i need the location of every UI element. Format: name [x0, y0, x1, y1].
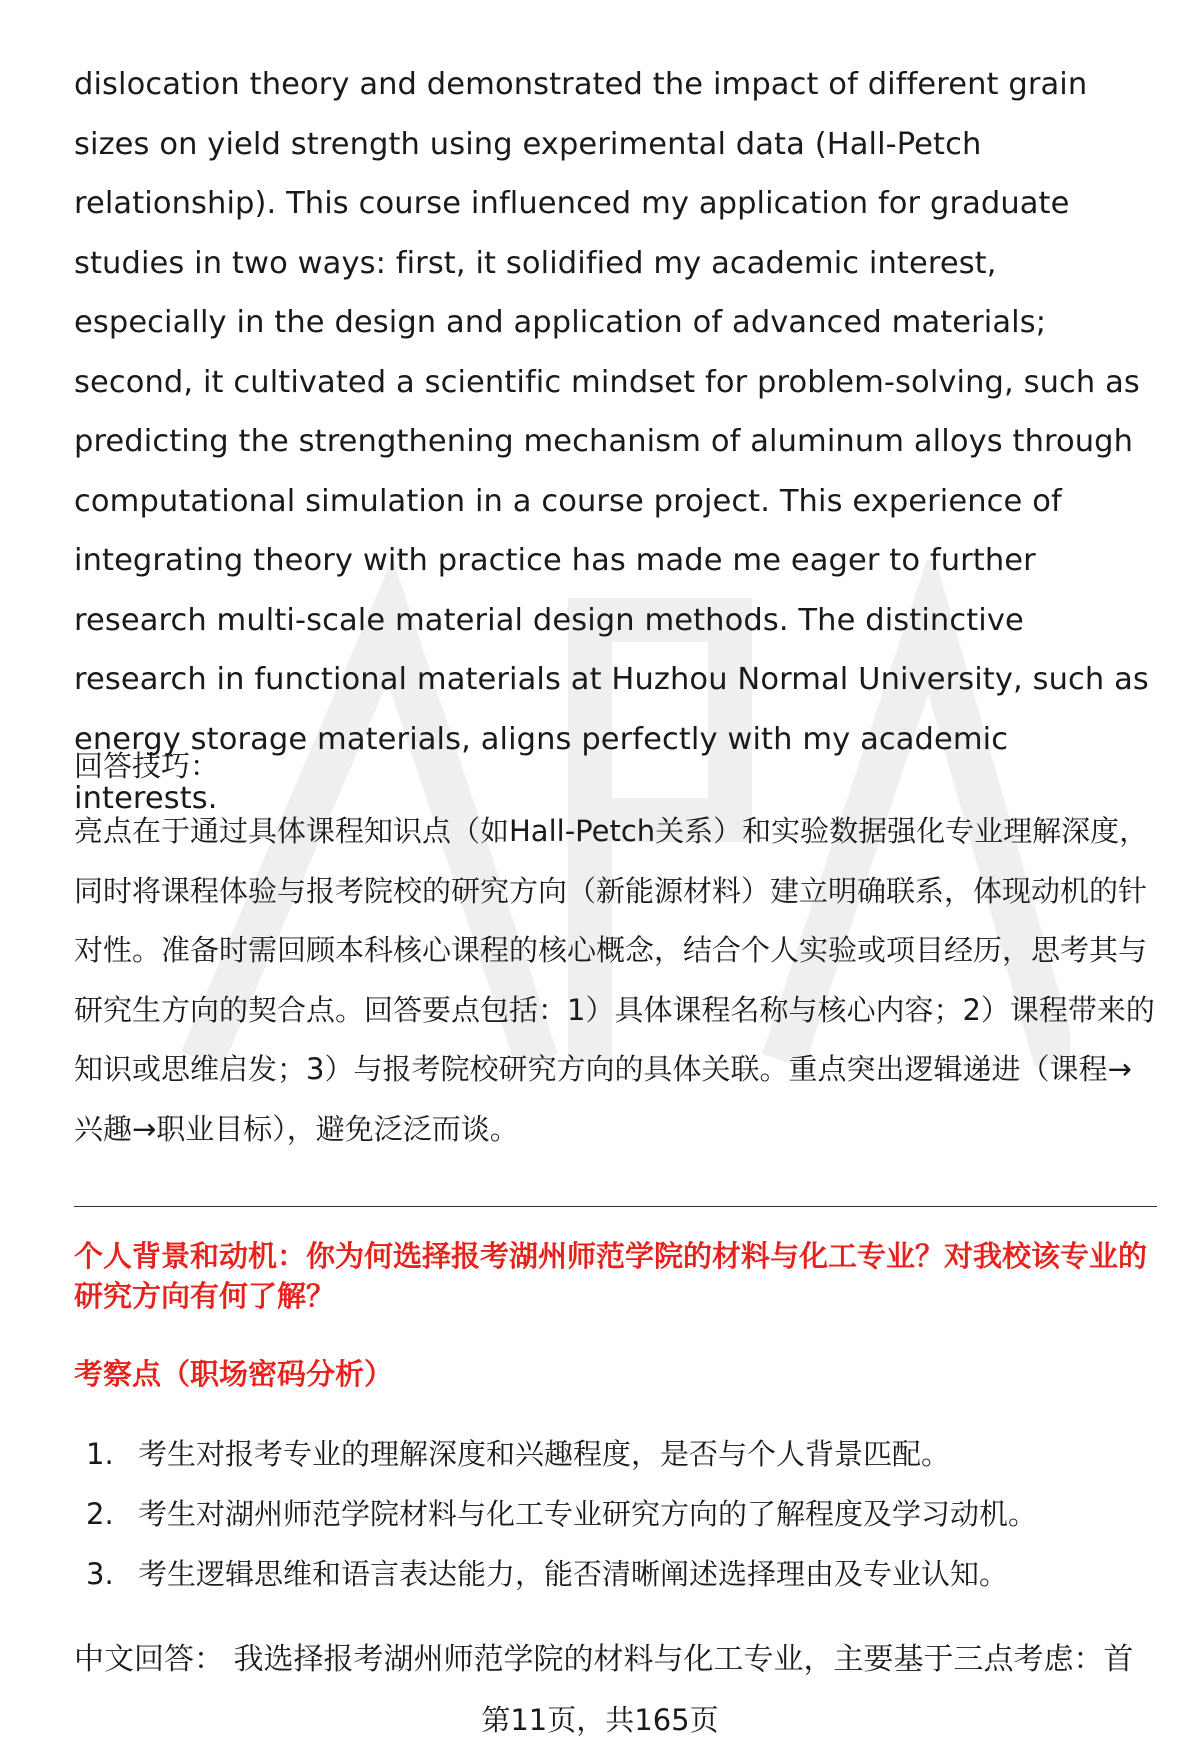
- list-item-text: 考生对湖州师范学院材料与化工专业研究方向的了解程度及学习动机。: [138, 1497, 1038, 1531]
- tips-title: 回答技巧：: [74, 749, 220, 783]
- list-item-number: 3.: [86, 1557, 114, 1591]
- list-item-number: 2.: [86, 1497, 114, 1531]
- list-item: [74, 1424, 1159, 1484]
- tips-body: 亮点在于通过具体课程知识点（如Hall-Petch关系）和实验数据强化专业理解深度，同时将课程体验与报考院校的研究方向（新能源材料）建立明确联系，体现动机的针对性。准备时需回顾本科核心课程的核心概念，结合个人实验或项目经历，思考其与研究生方向的契合点。回答要点包括：1）具体课程名称与核心内容；2）课程带来的知识或思维启发；3）与报考院校研究方向的具体关联。重点突出逻辑递进（课程→兴趣→职业目标），避免泛泛而谈。: [74, 814, 1155, 1146]
- list-item-number: 1.: [86, 1437, 114, 1471]
- list-item-text: 考生对报考专业的理解深度和兴趣程度，是否与个人背景匹配。: [138, 1437, 951, 1471]
- list-item-text: 考生逻辑思维和语言表达能力，能否清晰阐述选择理由及专业认知。: [138, 1557, 1009, 1591]
- question-heading: 个人背景和动机：你为何选择报考湖州师范学院的材料与化工专业？对我校该专业的研究方向有何了解？: [74, 1239, 1148, 1313]
- page-footer: 第11页，共165页: [481, 1703, 719, 1737]
- list-item: [74, 1484, 1159, 1544]
- section-divider: [74, 1206, 1157, 1207]
- english-paragraph: dislocation theory and demonstrated the impact of different grain sizes on yield strength using experimental data (Hall-Petch relationship). This course influenced my application for graduate studies in two ways: first, it solidified my academic interest, especially in the design and application of advanced materials; second, it cultivated a scientific mindset for problem-solving, such as predicting the strengthening mechanism of aluminum alloys through computational simulation in a course project. This experience of integrating theory with practice has made me eager to further research multi-scale material design methods. The distinctive research in functional materials at Huzhou Normal University, such as energy storage materials, aligns perfectly with my academic interests.: [74, 67, 1149, 816]
- chinese-answer: 中文回答： 我选择报考湖州师范学院的材料与化工专业，主要基于三点考虑：首: [74, 1642, 1134, 1677]
- focus-list: [74, 1424, 1159, 1604]
- list-item: [74, 1544, 1159, 1604]
- focus-heading: 考察点（职场密码分析）: [74, 1357, 394, 1391]
